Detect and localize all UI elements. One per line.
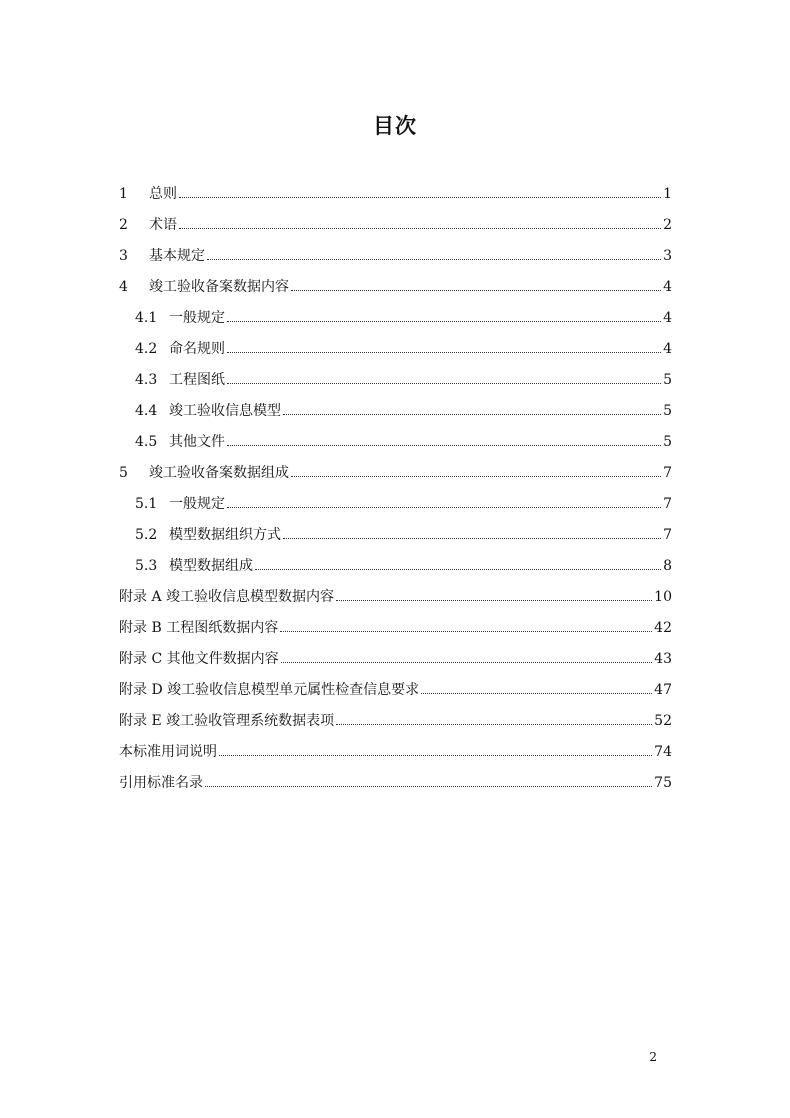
toc-entry-title: 工程图纸 bbox=[169, 372, 225, 388]
toc-entry-page: 42 bbox=[654, 620, 672, 636]
toc-leader bbox=[179, 228, 661, 229]
toc-entry-title: 竣工验收备案数据内容 bbox=[149, 279, 289, 295]
toc-entry-title: 总则 bbox=[149, 186, 177, 202]
toc-entry-title: 命名规则 bbox=[169, 341, 225, 357]
toc-entry-title: 术语 bbox=[149, 217, 177, 233]
toc-entry-title: 附录 D 竣工验收信息模型单元属性检查信息要求 bbox=[119, 682, 420, 698]
toc-entry-page: 52 bbox=[654, 713, 672, 729]
toc-entry-page: 3 bbox=[663, 248, 672, 264]
toc-entry-page: 75 bbox=[654, 775, 672, 791]
toc-entry-number: 5.2 bbox=[135, 527, 158, 543]
toc-entry-title: 附录 E 竣工验收管理系统数据表项 bbox=[119, 713, 335, 729]
page-title: 目次 bbox=[373, 113, 417, 138]
toc-leader bbox=[227, 383, 661, 384]
toc-entry-page: 2 bbox=[663, 217, 672, 233]
toc-leader bbox=[336, 724, 652, 725]
toc-entry-page: 5 bbox=[663, 434, 672, 450]
toc-entry[interactable] bbox=[119, 555, 672, 586]
toc-entry-page: 4 bbox=[663, 310, 672, 326]
toc-entry-title: 一般规定 bbox=[169, 496, 225, 512]
toc-entry[interactable] bbox=[119, 772, 672, 803]
toc-entry[interactable] bbox=[119, 648, 672, 679]
toc-entry-page: 7 bbox=[663, 527, 672, 543]
toc-entry-number: 5 bbox=[119, 465, 128, 481]
toc-entry-title: 模型数据组成 bbox=[169, 558, 253, 574]
toc-entry-page: 5 bbox=[663, 403, 672, 419]
toc-entry-page: 4 bbox=[663, 341, 672, 357]
toc-entry[interactable] bbox=[119, 245, 672, 276]
toc-entry-number: 1 bbox=[119, 186, 128, 202]
toc-leader bbox=[283, 414, 661, 415]
toc-leader bbox=[280, 631, 652, 632]
toc-entry-title: 附录 C 其他文件数据内容 bbox=[119, 651, 279, 667]
toc-leader bbox=[219, 755, 652, 756]
toc-leader bbox=[421, 693, 652, 694]
toc-entry-number: 4.5 bbox=[135, 434, 158, 450]
toc-entry[interactable] bbox=[119, 741, 672, 772]
toc-entry[interactable] bbox=[119, 462, 672, 493]
toc-entry[interactable] bbox=[119, 338, 672, 369]
toc-entry-number: 4.2 bbox=[135, 341, 158, 357]
toc-entry-title: 竣工验收备案数据组成 bbox=[149, 465, 289, 481]
toc-entry-page: 7 bbox=[663, 496, 672, 512]
toc-entry[interactable] bbox=[119, 586, 672, 617]
toc-entry-title: 附录 A 竣工验收信息模型数据内容 bbox=[119, 589, 335, 605]
toc-entry-title: 一般规定 bbox=[169, 310, 225, 326]
toc-leader bbox=[227, 507, 661, 508]
toc-entry-title: 基本规定 bbox=[149, 248, 205, 264]
toc-entry-number: 5.1 bbox=[135, 496, 158, 512]
toc-leader bbox=[227, 445, 661, 446]
toc-entry[interactable] bbox=[119, 214, 672, 245]
toc-entry-page: 5 bbox=[663, 372, 672, 388]
toc-entry-title: 其他文件 bbox=[169, 434, 225, 450]
toc-entry-page: 47 bbox=[654, 682, 672, 698]
toc-leader bbox=[179, 197, 661, 198]
toc-entry-number: 2 bbox=[119, 217, 128, 233]
toc-entry[interactable] bbox=[119, 400, 672, 431]
toc-entry-page: 7 bbox=[663, 465, 672, 481]
toc-entry-page: 10 bbox=[654, 589, 672, 605]
toc-leader bbox=[205, 786, 652, 787]
toc-entry[interactable] bbox=[119, 431, 672, 462]
toc-entry-title: 附录 B 工程图纸数据内容 bbox=[119, 620, 279, 636]
toc-entry-number: 4.1 bbox=[135, 310, 158, 326]
toc-entry-number: 4.4 bbox=[135, 403, 158, 419]
toc-entry[interactable] bbox=[119, 493, 672, 524]
toc-leader bbox=[255, 569, 661, 570]
toc-entry[interactable] bbox=[119, 617, 672, 648]
toc-leader bbox=[207, 259, 661, 260]
toc-entry-title: 引用标准名录 bbox=[119, 775, 203, 791]
toc-leader bbox=[283, 538, 661, 539]
toc-entry-title: 本标准用词说明 bbox=[119, 744, 217, 760]
toc-entry-page: 4 bbox=[663, 279, 672, 295]
toc-leader bbox=[291, 290, 661, 291]
toc-entry[interactable] bbox=[119, 524, 672, 555]
toc-entry-page: 8 bbox=[663, 558, 672, 574]
toc-entry-title: 竣工验收信息模型 bbox=[169, 403, 281, 419]
toc-entry[interactable] bbox=[119, 369, 672, 400]
toc-entry-number: 5.3 bbox=[135, 558, 158, 574]
footer-page-number: 2 bbox=[649, 1050, 657, 1064]
toc-entry-page: 43 bbox=[654, 651, 672, 667]
toc-entry-page: 1 bbox=[663, 186, 672, 202]
toc-leader bbox=[291, 476, 661, 477]
table-of-contents bbox=[119, 183, 672, 803]
toc-entry-number: 3 bbox=[119, 248, 128, 264]
toc-entry-number: 4.3 bbox=[135, 372, 158, 388]
toc-entry[interactable] bbox=[119, 307, 672, 338]
toc-leader bbox=[227, 321, 661, 322]
toc-entry-number: 4 bbox=[119, 279, 128, 295]
toc-leader bbox=[227, 352, 661, 353]
toc-entry[interactable] bbox=[119, 710, 672, 741]
toc-leader bbox=[281, 662, 653, 663]
toc-entry[interactable] bbox=[119, 679, 672, 710]
toc-entry[interactable] bbox=[119, 276, 672, 307]
toc-leader bbox=[336, 600, 652, 601]
toc-entry-title: 模型数据组织方式 bbox=[169, 527, 281, 543]
toc-entry-page: 74 bbox=[654, 744, 672, 760]
toc-entry[interactable] bbox=[119, 183, 672, 214]
